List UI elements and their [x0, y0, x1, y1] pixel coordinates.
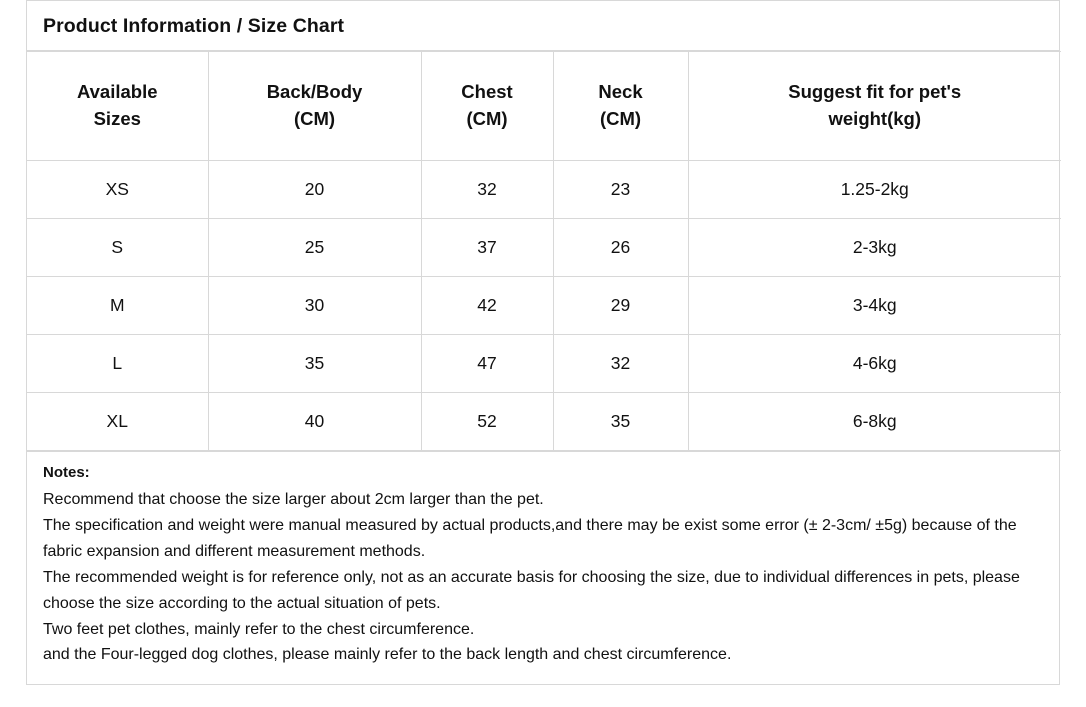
cell-size: L	[27, 335, 208, 393]
card-header	[27, 1, 1059, 51]
cell-size: S	[27, 219, 208, 277]
page-title: Product Information / Size Chart	[43, 15, 345, 37]
column-header-line: (CM)	[466, 108, 508, 129]
cell-neck: 23	[553, 161, 688, 219]
cell-size: XL	[27, 393, 208, 451]
cell-chest: 52	[421, 393, 553, 451]
cell-weight: 2-3kg	[688, 219, 1061, 277]
size-chart-table	[27, 51, 1061, 451]
column-header-neck	[553, 52, 688, 161]
table-row	[27, 335, 1061, 393]
notes-line: Recommend that choose the size larger about 2cm larger than the pet.	[43, 491, 544, 508]
cell-size: M	[27, 277, 208, 335]
cell-chest: 32	[421, 161, 553, 219]
column-header-chest	[421, 52, 553, 161]
cell-back: 35	[208, 335, 421, 393]
notes-line: Two feet pet clothes, mainly refer to the chest circumference.	[43, 620, 475, 638]
cell-back: 30	[208, 277, 421, 335]
cell-neck: 29	[553, 277, 688, 335]
table-row	[27, 219, 1061, 277]
column-header-back-body	[208, 52, 421, 161]
column-header-line: Available	[76, 81, 158, 103]
cell-chest: 42	[421, 277, 553, 335]
column-header-line: weight(kg)	[828, 108, 921, 129]
table-row	[27, 393, 1061, 451]
cell-weight: 4-6kg	[688, 335, 1061, 393]
column-header-line: Suggest fit for pet's	[788, 81, 962, 103]
cell-back: 20	[208, 161, 421, 219]
column-header-weight	[688, 52, 1061, 161]
column-header-line: Neck	[598, 81, 643, 103]
cell-chest: 47	[421, 335, 553, 393]
cell-weight: 6-8kg	[688, 393, 1061, 451]
cell-size: XS	[27, 161, 208, 219]
notes-section	[27, 451, 1059, 684]
column-header-line: (CM)	[599, 108, 642, 129]
size-chart-card	[26, 0, 1060, 685]
cell-chest: 37	[421, 219, 553, 277]
table-row	[27, 277, 1061, 335]
cell-weight: 1.25-2kg	[688, 161, 1061, 219]
notes-line: and the Four-legged dog clothes, please mainly refer to the back length and chest circumference.	[43, 646, 732, 664]
cell-neck: 26	[553, 219, 688, 277]
column-header-available-sizes	[27, 52, 208, 161]
cell-neck: 35	[553, 393, 688, 451]
cell-neck: 32	[553, 335, 688, 393]
notes-line: The recommended weight is for reference only, not as an accurate basis for choosing the size, due to individual differences in pets, please choose the size according to the actual situation of pets.	[43, 568, 1020, 612]
notes-title: Notes:	[43, 464, 90, 481]
column-header-line: (CM)	[293, 108, 336, 129]
table-header-row	[27, 52, 1061, 161]
column-header-line: Sizes	[93, 108, 141, 129]
table-row	[27, 161, 1061, 219]
cell-back: 25	[208, 219, 421, 277]
column-header-line: Chest	[461, 81, 513, 103]
cell-weight: 3-4kg	[688, 277, 1061, 335]
notes-line: The specification and weight were manual measured by actual products,and there may be exist some error (± 2-3cm/ ±5g) because of the fabric expansion and different measurement methods.	[43, 516, 1017, 560]
column-header-line: Back/Body	[266, 81, 363, 103]
cell-back: 40	[208, 393, 421, 451]
